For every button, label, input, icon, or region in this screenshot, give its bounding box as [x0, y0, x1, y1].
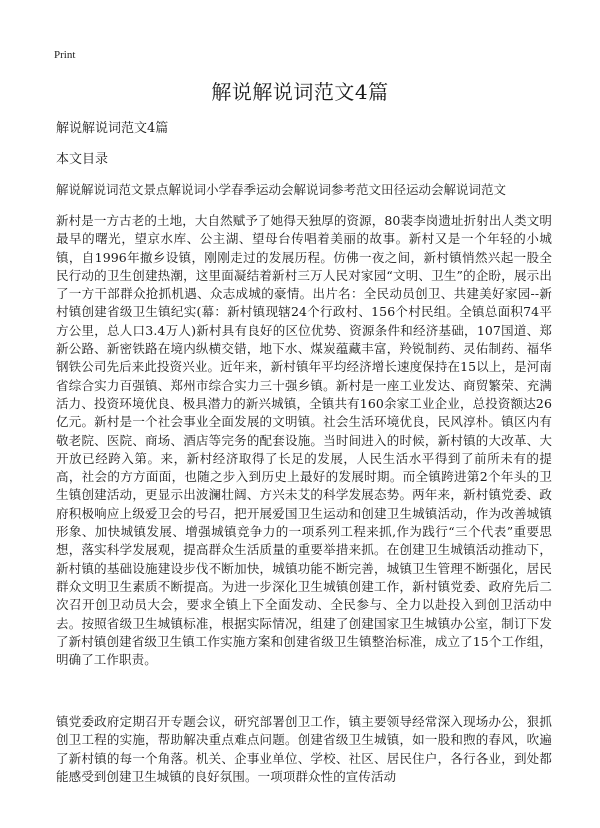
document-subtitle: 解说解说词范文4篇 [56, 121, 169, 136]
print-link[interactable]: Print [54, 49, 76, 61]
document-title: 解说解说词范文4篇 [211, 80, 389, 104]
table-of-contents-heading: 本文目录 [56, 152, 109, 167]
body-paragraph-2: 镇党委政府定期召开专题会议，研究部署创卫工作，镇主要领导经常深入现场办公，狠抓创卫工程的实施，帮助解决重点难点问题。创建省级卫生城镇，如一股和煦的春风，吹遍了新村镇的每一个角落。机关、企事业单位、学校、社区、居民住户，各行各业，到处都能感受到创建卫生城镇的良好氛围。一项项群众性的宣传活动 [56, 714, 552, 784]
body-paragraph-1: 新村是一方古老的土地，大自然赋予了她得天独厚的资源，80裴李岗遗址折射出人类文明最早的曙光，望京水库、公主湖、望母台传唱着美丽的故事。新村又是一个年轻的小城镇，自1996年撤乡设镇，刚刚走过的发展历程。仿佛一夜之间，新村镇悄然兴起一股全民行动的卫生创建热潮，这里面凝结着新村三万人民对家园“文明、卫生”的企盼，展示出了一方干部群众抢抓机遇、众志成城的豪情。出片名：全民动员创卫、共建美好家园--新村镇创建省级卫生镇纪实(幕：新村镇现辖24个行政村、156个村民组。全镇总面积74平方公里，总人口3.4万人)新村具有良好的区位优势、资源条件和经济基础，107国道、郑新公路、新密铁路在境内纵横交错，地下水、煤炭蕴藏丰富，羚锐制药、灵佑制药、福华钢铁公司先后来此投资兴业。近年来，新村镇年平均经济增长速度保持在15以上，是河南省综合实力百强镇、郑州市综合实力三十强乡镇。新村是一座工业发达、商贸繁荣、充满活力、投资环境优良、极具潜力的新兴城镇，全镇共有160余家工业企业，总投资额达26亿元。新村是一个社会事业全面发展的文明镇。社会生活环境优良，民风淳朴。镇区内有敬老院、医院、商场、酒店等完务的配套设施。当时间进入的时候，新村镇的大改革、大开放已经跨入第。来，新村经济取得了长足的发展，人民生活水平得到了前所未有的提高，社会的方方面面，也随之步入到历史上最好的发展时期。而全镇跨进第2个年头的卫生镇创建活动，更显示出波澜壮阔、方兴未艾的科学发展态势。两年来，新村镇党委、政府积极响应上级爱卫会的号召，把开展爱国卫生运动和创建卫生城镇活动，作为改善城镇形象、加快城镇发展、增强城镇竞争力的一项系列工程来抓,作为践行“三个代表”重要思想，落实科学发展观，提高群众生活质量的重要举措来抓。在创建卫生城镇活动推动下，新村镇的基础设施建设步伐不断加快，城镇功能不断完善，城镇卫生管理不断强化，居民群众文明卫生素质不断提高。为进一步深化卫生城镇创建工作，新村镇党委、政府先后二次召开创卫动员大会，要求全镇上下全面发动、全民参与、全力以赴投入到创卫活动中去。按照省级卫生城镇标准，根据实际情况，组建了创建国家卫生城镇办公室，制订下发了新村镇创建省级卫生镇工作实施方案和创建省级卫生镇整治标准，成立了15个工作组，明确了工作职责。 [56, 213, 552, 668]
contents-summary-line: 解说解说词范文景点解说词小学春季运动会解说词参考范文田径运动会解说词范文 [56, 182, 507, 197]
